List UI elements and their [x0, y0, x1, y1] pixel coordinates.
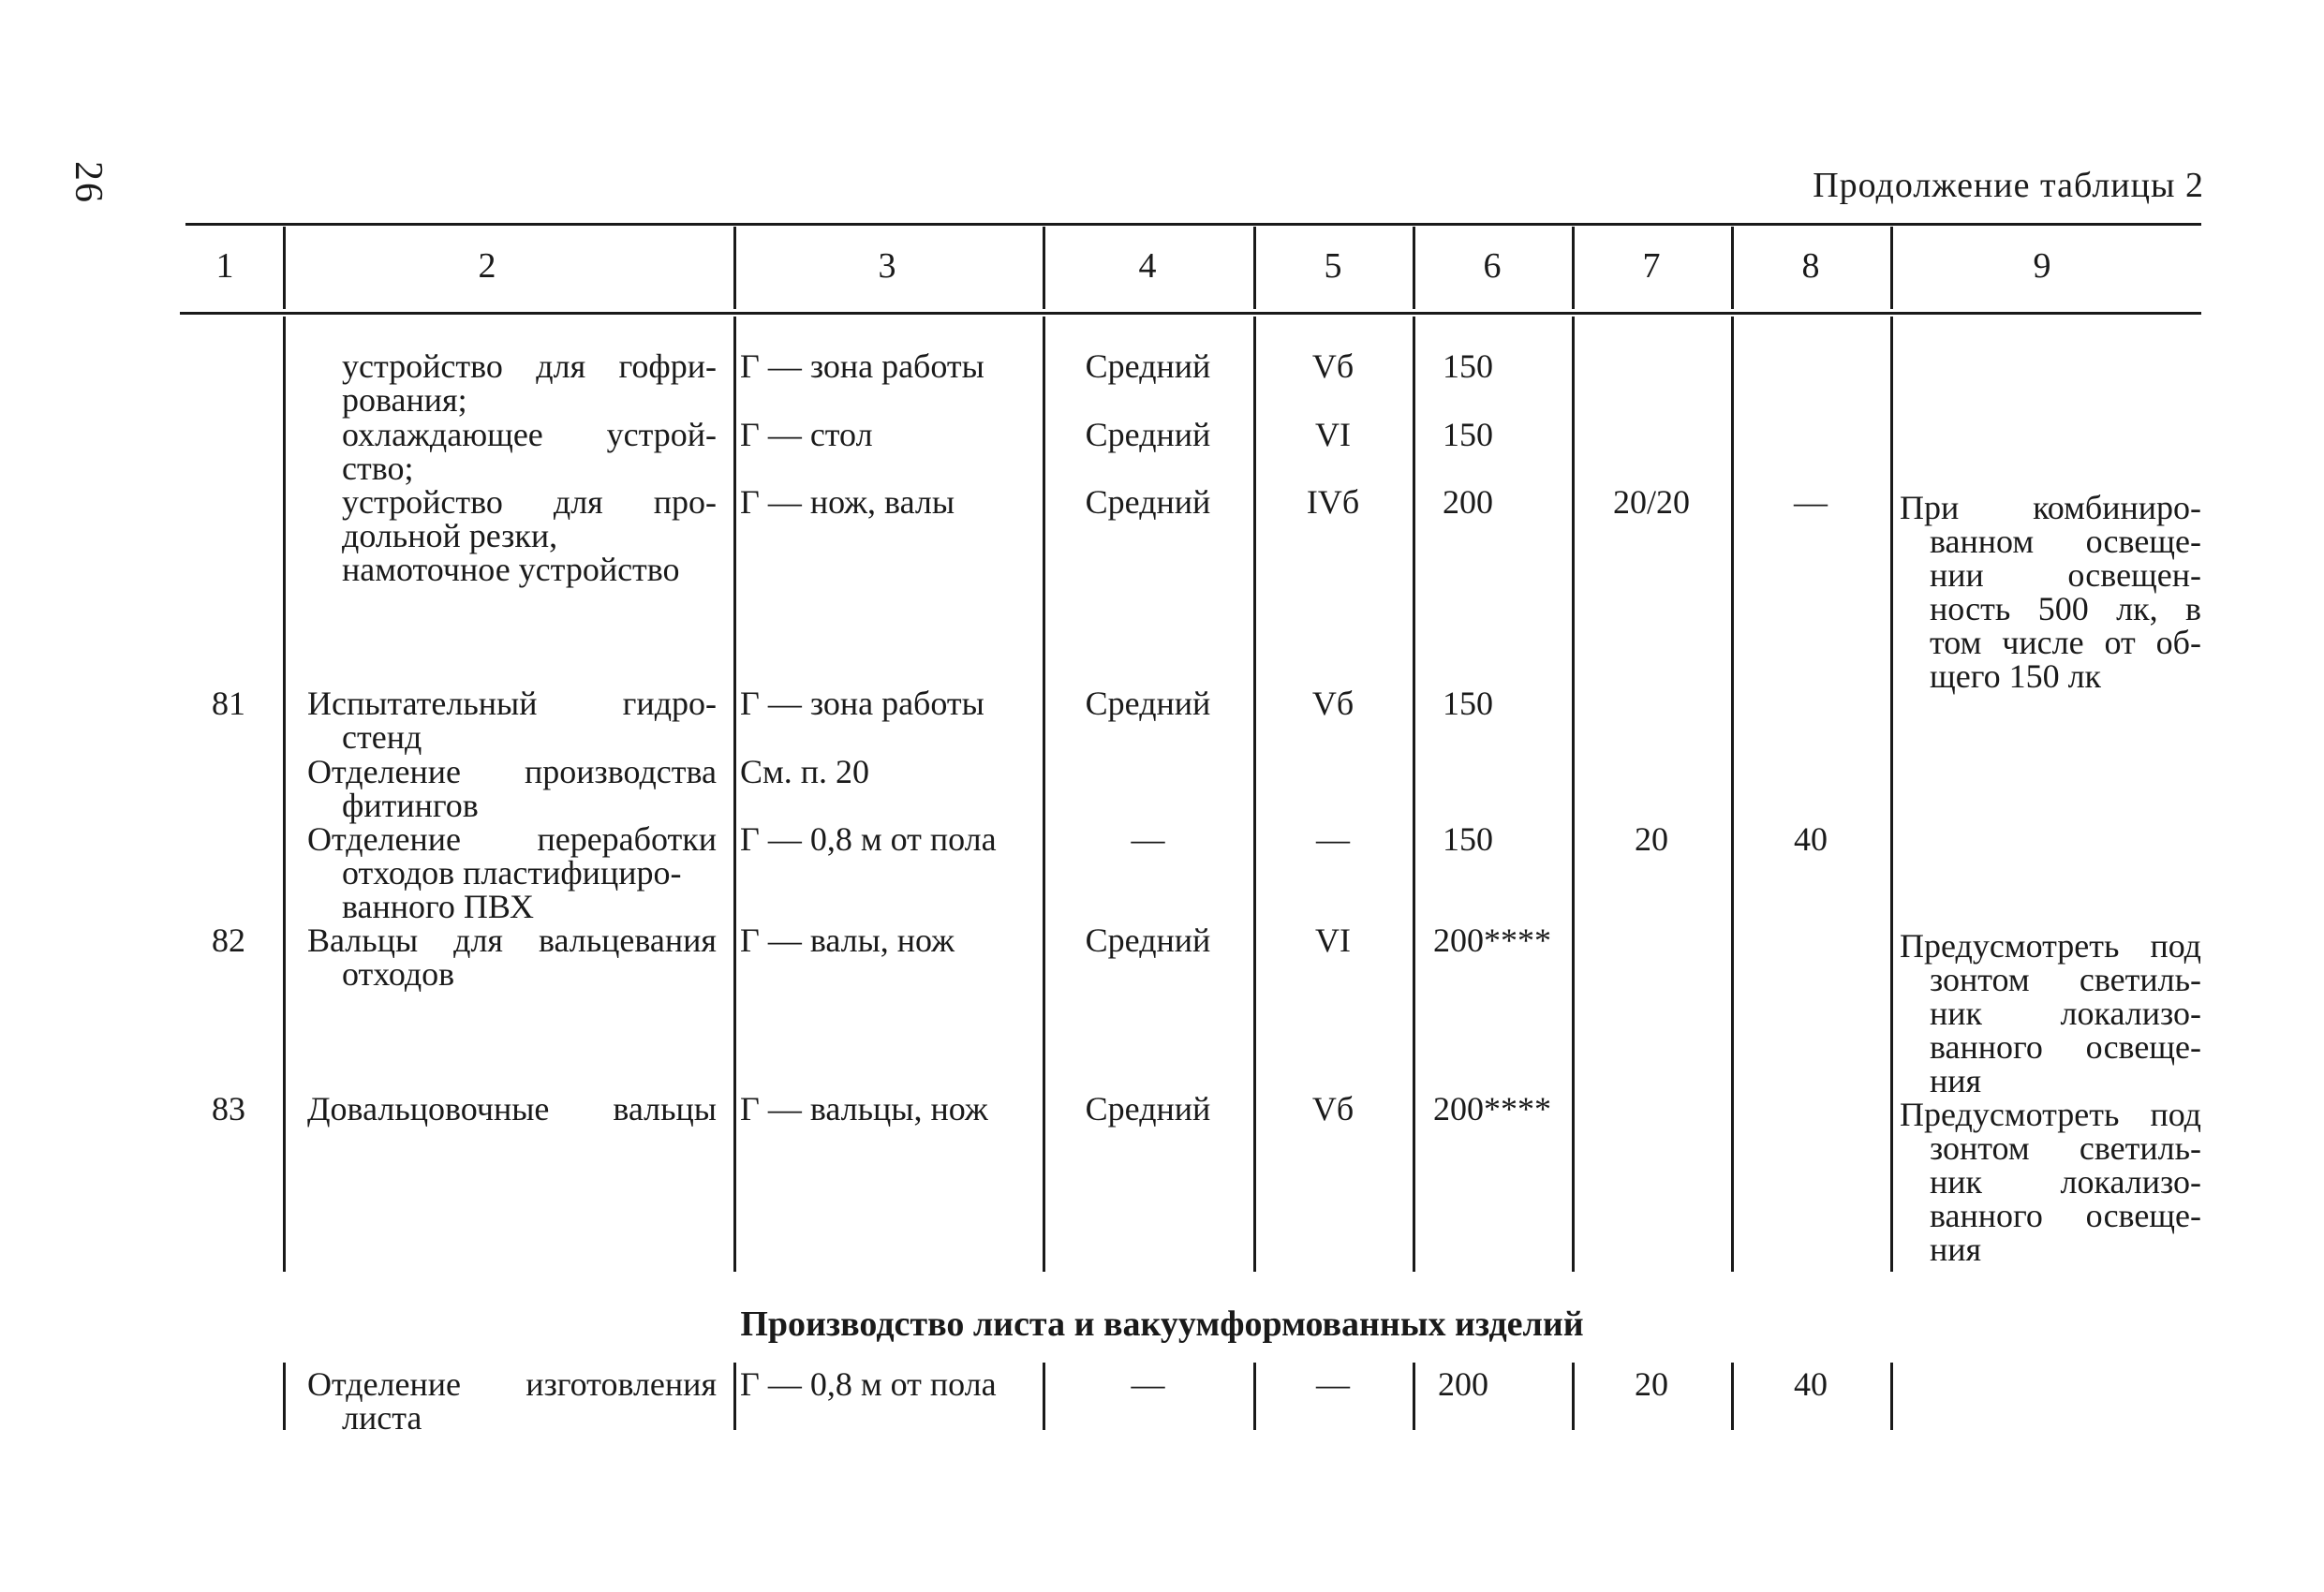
cell-name: Испытательный гидро- [307, 685, 717, 722]
cell-name-cont: намоточное устройство [342, 551, 680, 588]
cell-grade: Vб [1311, 685, 1354, 722]
cell-plane: Г — валы, нож [740, 921, 955, 959]
cell-name-cont: ство; [342, 450, 414, 487]
header-divider [283, 227, 286, 309]
header-divider [1731, 227, 1734, 309]
cell-lux: 200 [1443, 483, 1493, 521]
cell-grade: Vб [1311, 347, 1354, 385]
header-col-6: 6 [1483, 246, 1502, 286]
cell-grade: VI [1315, 921, 1351, 959]
cell-note-line: щего 150 лк [1930, 657, 2102, 695]
cell-note-line: ник локализо- [1930, 995, 2201, 1032]
cell-lux: 200**** [1433, 921, 1551, 959]
header-col-5: 5 [1324, 246, 1342, 286]
cell-name-cont: ванного ПВХ [342, 888, 535, 925]
column-divider [1890, 1363, 1893, 1430]
cell-name-cont: отходов пластифициро- [342, 854, 682, 892]
cell-col7: 20 [1635, 1365, 1668, 1403]
cell-lux: 200**** [1433, 1090, 1551, 1128]
cell-note-line: Предусмотреть под [1900, 927, 2201, 965]
cell-col7: 20/20 [1612, 483, 1690, 521]
cell-plane: Г — вальцы, нож [740, 1090, 988, 1128]
cell-note-line: Предусмотреть под [1900, 1096, 2201, 1133]
cell-name: Вальцы для вальцевания [307, 921, 717, 959]
cell-name-cont: стенд [342, 718, 422, 756]
column-divider [733, 1363, 736, 1430]
cell-name-cont: листа [342, 1399, 422, 1437]
cell-note-line: При комбиниро- [1900, 489, 2201, 526]
cell-category: Средний [1085, 685, 1211, 722]
cell-category: Средний [1085, 416, 1211, 453]
cell-name: Отделение производства [307, 753, 717, 790]
cell-col8: 40 [1794, 1365, 1828, 1403]
column-divider [1253, 317, 1256, 1272]
cell-plane: Г — стол [740, 416, 873, 453]
cell-name: охлаждающее устрой- [342, 416, 717, 453]
cell-note-line: ванном освеще- [1930, 523, 2201, 560]
cell-note-line: ванного освеще- [1930, 1197, 2201, 1234]
header-col-2: 2 [478, 246, 496, 286]
cell-plane: Г — 0,8 м от пола [740, 1365, 997, 1403]
cell-name-cont: рования; [342, 381, 467, 419]
header-col-1: 1 [215, 246, 234, 286]
cell-lux: 200 [1438, 1365, 1488, 1403]
page-number: 26 [67, 161, 110, 204]
table-top-rule [185, 223, 2201, 226]
column-divider [1890, 317, 1893, 1272]
cell-grade: — [1316, 1365, 1350, 1403]
cell-lux: 150 [1443, 820, 1493, 858]
cell-plane: Г — зона работы [740, 685, 984, 722]
cell-grade: Vб [1311, 1090, 1354, 1128]
header-divider [1043, 227, 1045, 309]
cell-col8: — [1794, 483, 1828, 521]
cell-col8: 40 [1794, 820, 1828, 858]
cell-name: устройство для гофри- [342, 347, 717, 385]
header-divider [1572, 227, 1575, 309]
cell-lux: 150 [1443, 416, 1493, 453]
cell-category: Средний [1085, 347, 1211, 385]
column-divider [1572, 317, 1575, 1272]
cell-col7: 20 [1635, 820, 1668, 858]
cell-category: Средний [1085, 1090, 1211, 1128]
header-divider [1890, 227, 1893, 309]
cell-category: Средний [1085, 921, 1211, 959]
cell-grade: VI [1315, 416, 1351, 453]
header-col-4: 4 [1138, 246, 1157, 286]
cell-name-cont: дольной резки, [342, 517, 558, 554]
section-title: Производство листа и вакуумформованных изделий [740, 1305, 1584, 1344]
cell-note-line: зонтом светиль- [1930, 961, 2201, 998]
header-divider [1253, 227, 1256, 309]
header-col-9: 9 [2033, 246, 2051, 286]
cell-lux: 150 [1443, 685, 1493, 722]
cell-note-line: зонтом светиль- [1930, 1129, 2201, 1167]
header-divider [1413, 227, 1415, 309]
cell-grade: IVб [1306, 483, 1360, 521]
cell-note-line: нии освещен- [1930, 556, 2201, 594]
column-divider [283, 1363, 286, 1430]
cell-note-line: ния [1930, 1062, 1982, 1099]
cell-name: Отделение изготовления [307, 1365, 717, 1403]
cell-name-cont: фитингов [342, 787, 479, 824]
cell-plane: Г — зона работы [740, 347, 984, 385]
cell-note-line: ность 500 лк, в [1930, 590, 2201, 627]
cell-plane: См. п. 20 [740, 753, 870, 790]
row-number: 83 [212, 1090, 245, 1128]
cell-category: — [1131, 1365, 1165, 1403]
column-divider [283, 317, 286, 1272]
cell-category: Средний [1085, 483, 1211, 521]
cell-name: устройство для про- [342, 483, 717, 521]
continuation-caption: Продолжение таблицы 2 [1813, 166, 2204, 205]
cell-note-line: ник локализо- [1930, 1163, 2201, 1201]
cell-note-line: том числе от об- [1930, 624, 2201, 661]
column-divider [1043, 317, 1045, 1272]
column-divider [1731, 317, 1734, 1272]
column-divider [1413, 1363, 1415, 1430]
cell-grade: — [1316, 820, 1350, 858]
header-bottom-rule [180, 312, 2201, 315]
cell-plane: Г — 0,8 м от пола [740, 820, 997, 858]
row-number: 81 [212, 685, 245, 722]
header-col-3: 3 [878, 246, 896, 286]
column-divider [1413, 317, 1415, 1272]
cell-plane: Г — нож, валы [740, 483, 955, 521]
cell-name-cont: отходов [342, 955, 455, 993]
header-divider [733, 227, 736, 309]
header-col-7: 7 [1642, 246, 1661, 286]
cell-lux: 150 [1443, 347, 1493, 385]
row-number: 82 [212, 921, 245, 959]
header-col-8: 8 [1801, 246, 1820, 286]
cell-note-line: ния [1930, 1231, 1982, 1268]
column-divider [733, 317, 736, 1272]
cell-name: Отделение переработки [307, 820, 717, 858]
cell-name: Довальцовочные вальцы [307, 1090, 717, 1128]
cell-category: — [1131, 820, 1165, 858]
cell-note-line: ванного освеще- [1930, 1028, 2201, 1066]
